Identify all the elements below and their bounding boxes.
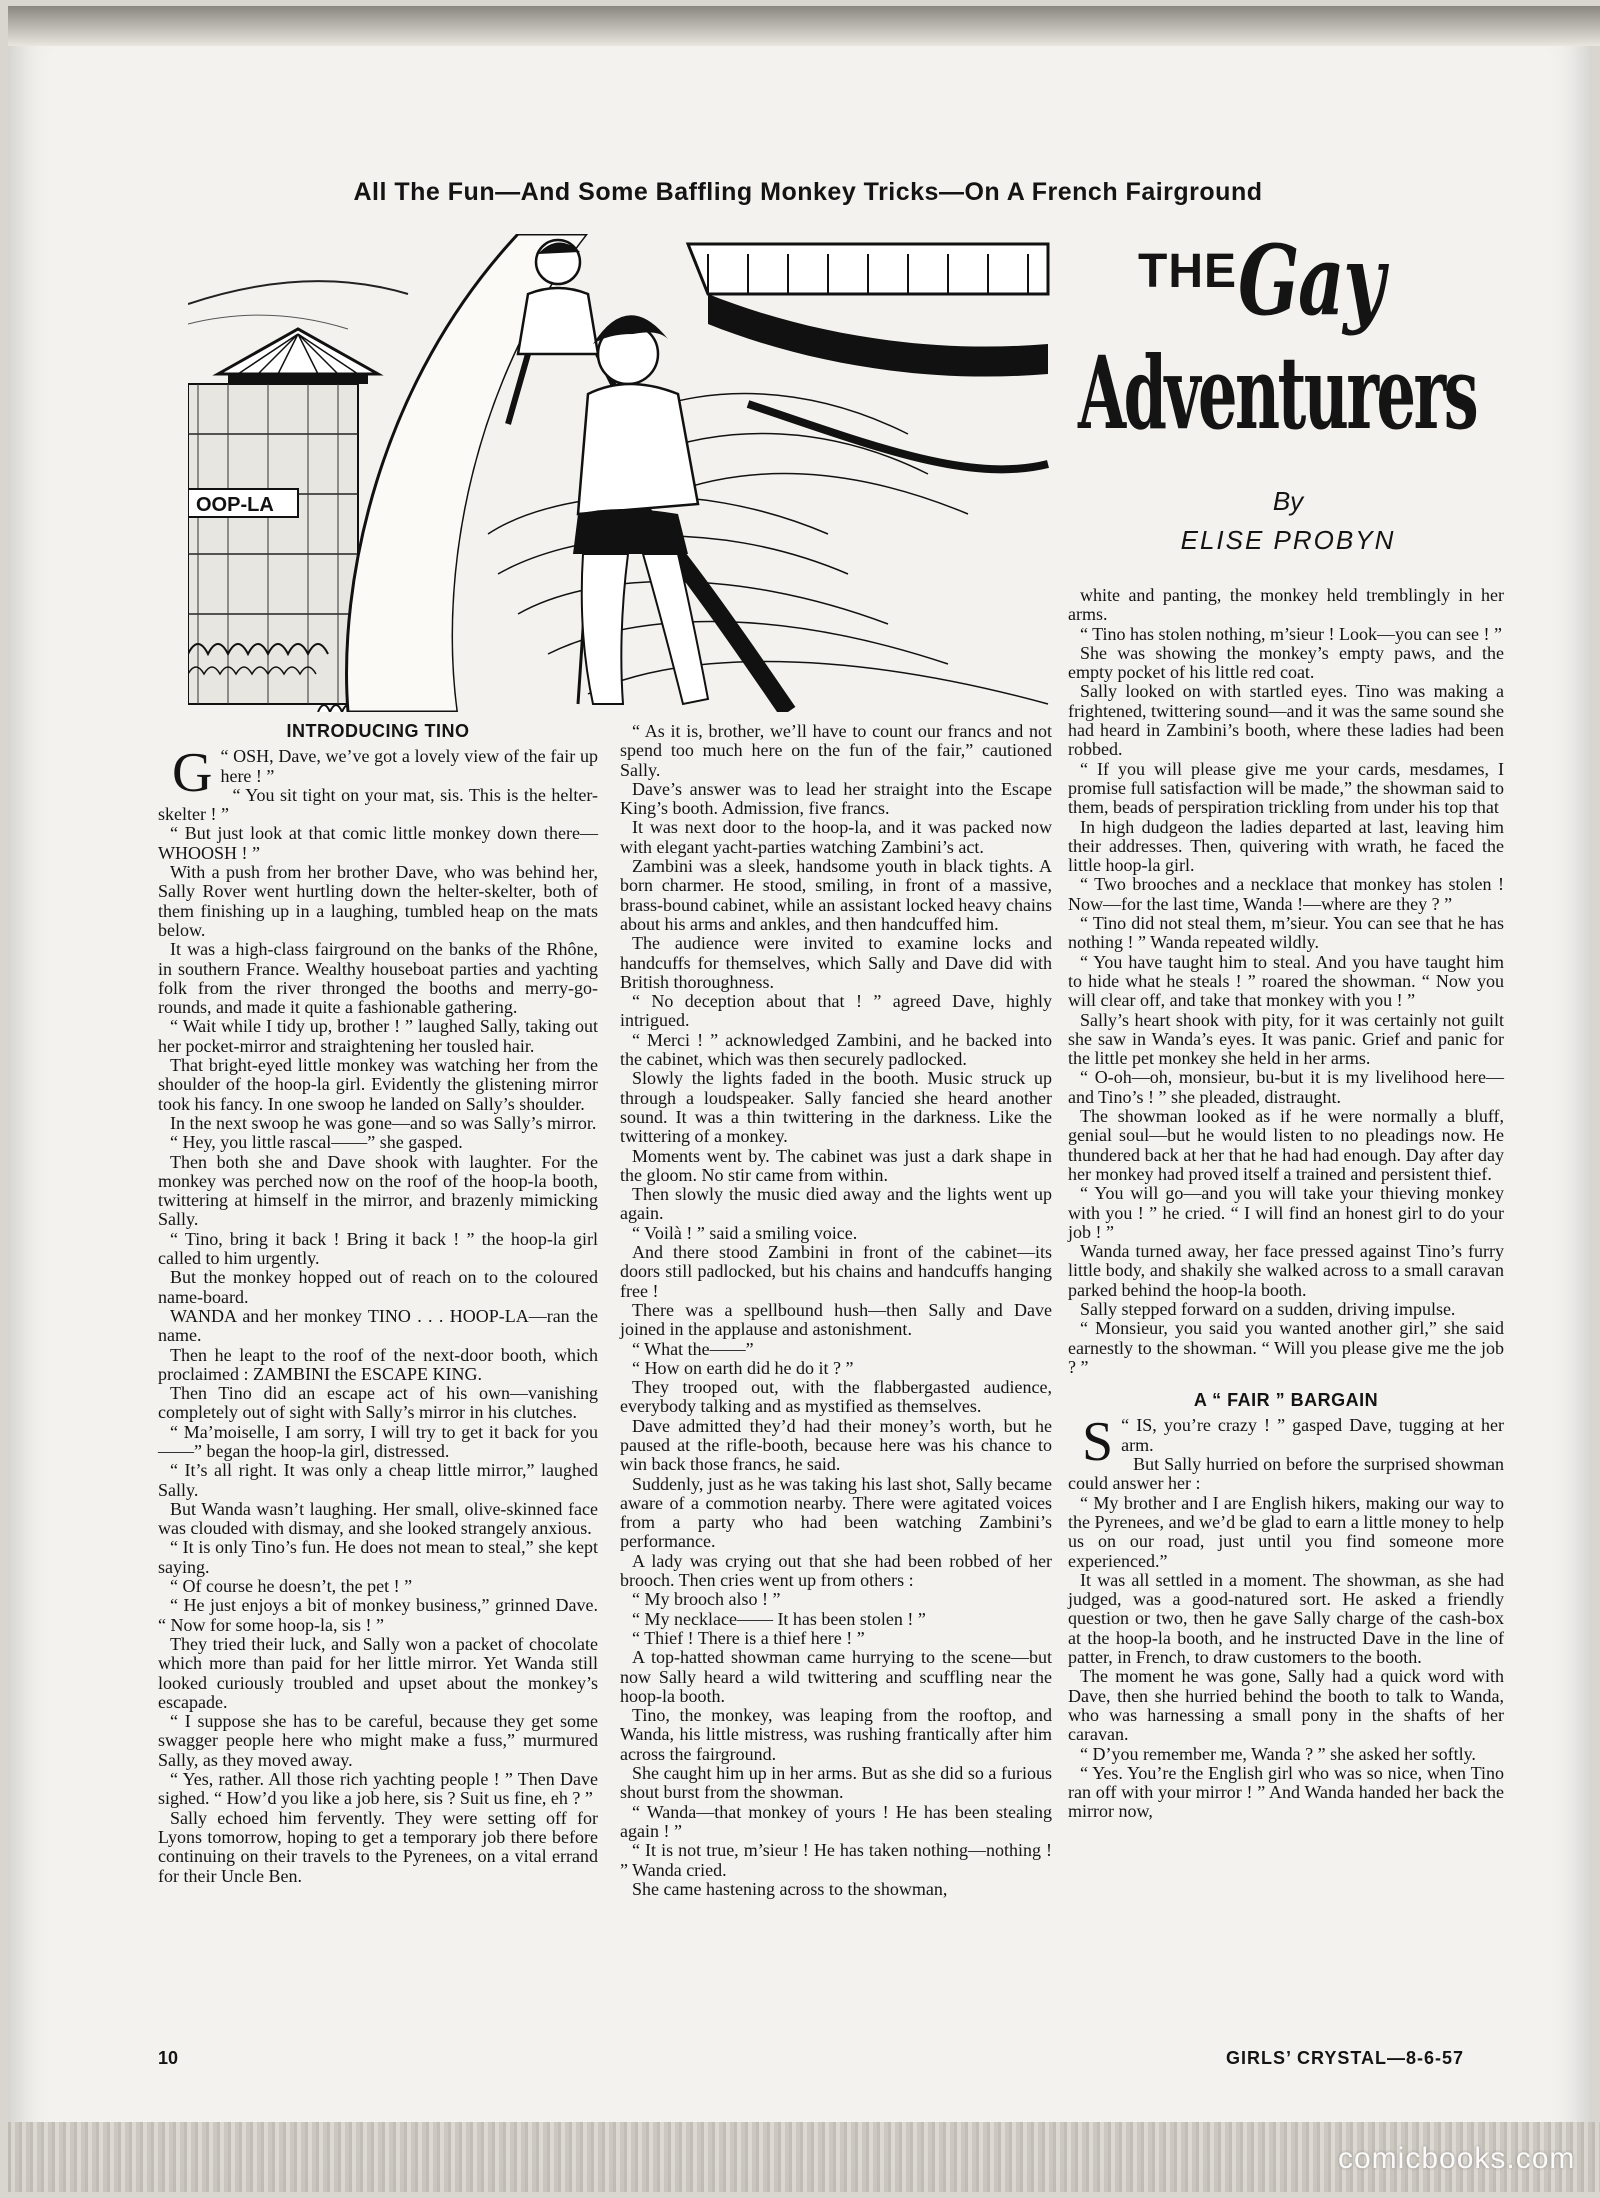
paragraph: “ Of course he doesn’t, the pet ! ” [170,1576,413,1597]
helter-skelter-illustration [188,234,1068,712]
paragraph: WANDA and her monkey TINO . . . HOOP-LA—ran the name. [158,1305,598,1346]
paragraph: She came hastening across to the showman, [632,1878,948,1899]
paragraph: “ If you will please give me your cards, mesdames, I promise full satisfaction will be made,” the showman said to them, beads of perspiration trickling from under his top that [1068,758,1504,818]
paragraph: Dave admitted they’d had their money’s worth, but he paused at the rifle-booth, because here was his chance to win back those francs, he said. [620,1415,1052,1475]
paragraph: “ Merci ! ” acknowledged Zambini, and he backed into the cabinet, which was then securely padlocked. [620,1029,1052,1070]
paragraph: Sally looked on with startled eyes. Tino was making a frightened, twittering sound—and it was the same sound she had heard in Zambini’s booth, where these ladies had been robbed. [1068,681,1504,760]
paragraph: “ Two brooches and a necklace that monkey has stolen ! Now—for the last time, Wanda !—where are they ? ” [1068,874,1504,914]
paragraph: Moments went by. The cabinet was just a dark shape in the gloom. No stir came from within. [620,1145,1052,1185]
paragraph: Then both she and Dave shook with laughter. For the monkey was perched now on the roof of the hoop-la booth, twittering at himself in the mirror, and brazenly mimicking Sally. [158,1151,598,1230]
paragraph: “ D’you remember me, Wanda ? ” she asked her softly. [1080,1743,1476,1764]
text-column-2 [620,722,1052,1899]
paragraph: “ He just enjoys a bit of monkey business,” grinned Dave. “ Now for some hoop-la, sis ! ” [158,1595,598,1635]
paragraph: “ Yes, rather. All those rich yachting people ! ” Then Dave sighed. “ How’d you like a job here, sis ? Suit us fine, eh ? ” [158,1769,598,1809]
paragraph: Sally’s heart shook with pity, for it was certainly not guilt she saw in Wanda’s eyes. It was panic. Grief and panic for the little pet monkey she held in her arms. [1068,1009,1504,1069]
paragraph: It was a high-class fairground on the banks of the Rhône, in southern France. Wealthy houseboat parties and yachting folk from the river thronged the booths and merry-go-rounds, and made it quite a fashionable gathering. [158,939,598,1018]
paragraph: “ My brother and I are English hikers, making our way to the Pyrenees, and we’d be glad to earn a little money to help us on our road, just until you find someone more experienced.” [1068,1492,1504,1571]
column-2-paragraphs [620,722,1052,1899]
paragraph: And there stood Zambini in front of the cabinet—its doors still padlocked, but his chains and handcuffs hanging free ! [620,1242,1052,1301]
watermark: comicbooks.com [1338,2142,1576,2175]
paragraph: She caught him up in her arms. But as she did so a furious shout burst from the showman. [620,1763,1052,1803]
paragraph: “ My necklace—— It has been stolen ! ” [632,1608,926,1629]
title-adventurers: Adventurers [1078,334,1477,452]
paragraph: Suddenly, just as he was taking his last shot, Sally became aware of a commotion nearby. There were agitated voices from a party who had been watching Zambini’s performance. [620,1473,1052,1552]
paragraph: A top-hatted showman came hurrying to the scene—but now Sally heard a wild twittering and scuffling near the hoop-la booth. [620,1647,1052,1706]
column-3-paragraphs-a [1068,586,1504,1377]
paragraph: “ Ma’moiselle, I am sorry, I will try to get it back for you——” began the hoop-la girl, distressed. [158,1421,598,1461]
paragraph: It was all settled in a moment. The showman, as she had judged, was a good-natured sort. He asked a friendly question or two, then he gave Sally charge of the cash-box at the hoop-la booth, and he instructed Dave in the line of patter, in French, to draw customers to the booth. [1068,1569,1504,1668]
paragraph: Wanda turned away, her face pressed against Tino’s furry little body, and shakily she walked across to a small caravan parked behind the hoop-la booth. [1068,1241,1504,1300]
paragraph: “ Hey, you little rascal——” she gasped. [170,1132,463,1153]
paragraph: Tino, the monkey, was leaping from the rooftop, and Wanda, his little mistress, was rushing frantically after him across the fairground. [620,1705,1052,1764]
paragraph: It was next door to the hoop-la, and it was packed now with elegant yacht-parties watching Zambini’s act. [620,817,1052,857]
paragraph: “ My brooch also ! ” [632,1589,781,1610]
paragraph: Then Tino did an escape act of his own—vanishing completely out of sight with Sally’s mirror in his clutches. [158,1383,598,1423]
paragraph: “ No deception about that ! ” agreed Dave, highly intrigued. [620,991,1052,1031]
byline [1078,486,1498,556]
paragraph: But the monkey hopped out of reach on to the coloured name-board. [158,1267,598,1307]
paragraph: Sally echoed him fervently. They were setting off for Lyons tomorrow, hoping to get a temporary job there before continuing on their travels to the Pyrenees, on a vital errand for their Uncle Ben. [158,1807,598,1886]
paragraph: “ IS, you’re crazy ! ” gasped Dave, tugging at her arm. [1121,1415,1504,1455]
paragraph: But Wanda wasn’t laughing. Her small, olive-skinned face was clouded with dismay, and she looked strangely anxious. [158,1498,598,1539]
paragraph: “ Tino has stolen nothing, m’sieur ! Look—you can see ! ” [1080,623,1502,644]
page-number: 10 [158,2048,179,2068]
paragraph: Zambini was a sleek, handsome youth in black tights. A born charmer. He stood, smiling, in front of a massive, brass-bound cabinet, while an assistant locked heavy chains about his arms and ankles, and then handcuffed him. [620,856,1052,934]
magazine-page [8,6,1592,2192]
paragraph: “ Thief ! There is a thief here ! ” [632,1627,865,1648]
drop-cap: S [1082,1411,1114,1474]
paragraph: They tried their luck, and Sally won a packet of chocolate which more than paid for her little mirror. Yet Wanda still looked curiously troubled and upset about the monkey’s escapade. [158,1633,598,1712]
scan-top-edge [8,6,1600,46]
paragraph: “ Yes. You’re the English girl who was so nice, when Tino ran off with your mirror ! ” And Wanda handed her back the mirror now, [1068,1762,1504,1822]
column-1-paragraphs [158,742,598,1886]
paragraph: “ Wait while I tidy up, brother ! ” laughed Sally, taking out her pocket-mirror and straightening her tousled hair. [158,1016,598,1056]
paragraph: Slowly the lights faded in the booth. Music struck up through a loudspeaker. Sally fancied she heard another sound. It was a thin twittering in the darkness. Like the twittering of a monkey. [620,1068,1052,1147]
paragraph: “ You have taught him to steal. And you have taught him to hide what he steals ! ” roared the showman. “ Now you will clear off, and take that monkey with you ! ” [1068,951,1504,1011]
paragraph: “ You will go—and you will take your thieving monkey with you ! ” he cried. “ I will find an honest girl to do your job ! ” [1068,1183,1504,1242]
paragraph: Sally stepped forward on a sudden, driving impulse. [1080,1298,1456,1319]
paragraph: “ How on earth did he do it ? ” [632,1357,854,1378]
paragraph: “ It’s all right. It was only a cheap little mirror,” laughed Sally. [158,1460,598,1500]
paragraph: “ But just look at that comic little monkey down there—WHOOSH ! ” [158,823,598,863]
paragraph: “ What the——” [632,1338,754,1359]
paragraph: That bright-eyed little monkey was watching her from the shoulder of the hoop-la girl. Evidently the glistening mirror took his fancy. In one swoop he landed on Sally’s shoulder. [158,1055,598,1114]
paragraph: “ Tino did not steal them, m’sieur. You can see that he has nothing ! ” Wanda repeated wildly. [1068,913,1504,953]
paragraph: “ I suppose she has to be careful, because they get some swagger people here who might make a fuss,” murmured Sally, as they moved away. [158,1711,598,1770]
byline-by: By [1272,486,1304,516]
paragraph: A lady was crying out that she had been robbed of her brooch. Then cries went up from others : [620,1550,1052,1591]
paragraph: Then slowly the music died away and the lights went up again. [620,1184,1052,1224]
paragraph: They trooped out, with the flabbergasted audience, everybody talking and as mystified as themselves. [620,1377,1052,1417]
paragraph: “ Monsieur, you said you wanted another girl,” she said earnestly to the showman. “ Will you please give me the job ? ” [1068,1318,1504,1377]
text-column-1 [158,722,598,1886]
paragraph: The audience were invited to examine locks and handcuffs for themselves, which Sally and Dave did with British thoroughness. [620,933,1052,992]
paragraph: Then he leapt to the roof of the next-door booth, which proclaimed : ZAMBINI the ESCAPE KING. [158,1344,598,1384]
story-headline: All The Fun—And Some Baffling Monkey Tricks—On A French Fairground [353,178,1263,206]
booth-sign: OOP-LA [196,494,274,516]
paragraph: The moment he was gone, Sally had a quick word with Dave, then she hurried behind the booth to talk to Wanda, who was harnessing a small pony in the shafts of her caravan. [1068,1666,1504,1745]
paragraph: “ As it is, brother, we’ll have to count our francs and not spend too much here on the fun of the fair,” cautioned Sally. [620,721,1052,780]
paragraph: But Sally hurried on before the surprised showman could answer her : [1068,1454,1504,1494]
paragraph: With a push from her brother Dave, who was behind her, Sally Rover went hurtling down the helter-skelter, both of them finishing up in a laughing, tumbled heap on the mats below. [158,862,598,940]
paragraph: In high dudgeon the ladies departed at last, leaving him their addresses. Then, quivering with wrath, he faced the little hoop-la girl. [1068,816,1504,876]
title-gay: Gay [1238,224,1384,337]
paragraph: “ O-oh—oh, monsieur, bu-but it is my livelihood here—and Tino’s ! ” she pleaded, distraught. [1068,1067,1504,1107]
paragraph: white and panting, the monkey held tremblingly in her arms. [1068,585,1504,625]
paragraph: The showman looked as if he were normally a bluff, genial soul—but he would listen to no pleadings now. He thundered back at her that he had had enough. Day after day her monkey had proved itself a trained and persistent thief. [1068,1106,1504,1184]
paragraph: She was showing the monkey’s empty paws, and the empty pocket of his little red coat. [1068,642,1504,683]
paragraph: “ It is only Tino’s fun. He does not mean to steal,” she kept saying. [158,1537,598,1577]
paragraph: There was a spellbound hush—then Sally and Dave joined in the applause and astonishment. [620,1299,1052,1340]
column-3-paragraphs-b [1068,1411,1504,1822]
paragraph: Dave’s answer was to lead her straight into the Escape King’s booth. Admission, five francs. [620,778,1052,819]
paragraph: “ You sit tight on your mat, sis. This is the helter-skelter ! ” [158,784,598,825]
subheading-introducing-tino: INTRODUCING TINO [286,721,470,741]
drop-cap: G [172,742,213,805]
paragraph: “ It is not true, m’sieur ! He has taken nothing—nothing ! ” Wanda cried. [620,1840,1052,1880]
byline-author: ELISE PROBYN [1180,525,1396,555]
magazine-issue: GIRLS’ CRYSTAL—8-6-57 [1226,2048,1465,2068]
subheading-fair-bargain: A “ FAIR ” BARGAIN [1193,1390,1379,1411]
paragraph: “ OSH, Dave, we’ve got a lovely view of the fair up here ! ” [220,746,598,786]
paragraph: “ Tino, bring it back ! Bring it back ! ” the hoop-la girl called to him urgently. [158,1228,598,1269]
paragraph: “ Voilà ! ” said a smiling voice. [632,1222,858,1243]
paragraph: In the next swoop he was gone—and so was Sally’s mirror. [170,1112,597,1133]
title-the: THE [1138,245,1237,298]
paragraph: “ Wanda—that monkey of yours ! He has been stealing again ! ” [620,1801,1052,1841]
text-column-3 [1068,586,1504,1822]
